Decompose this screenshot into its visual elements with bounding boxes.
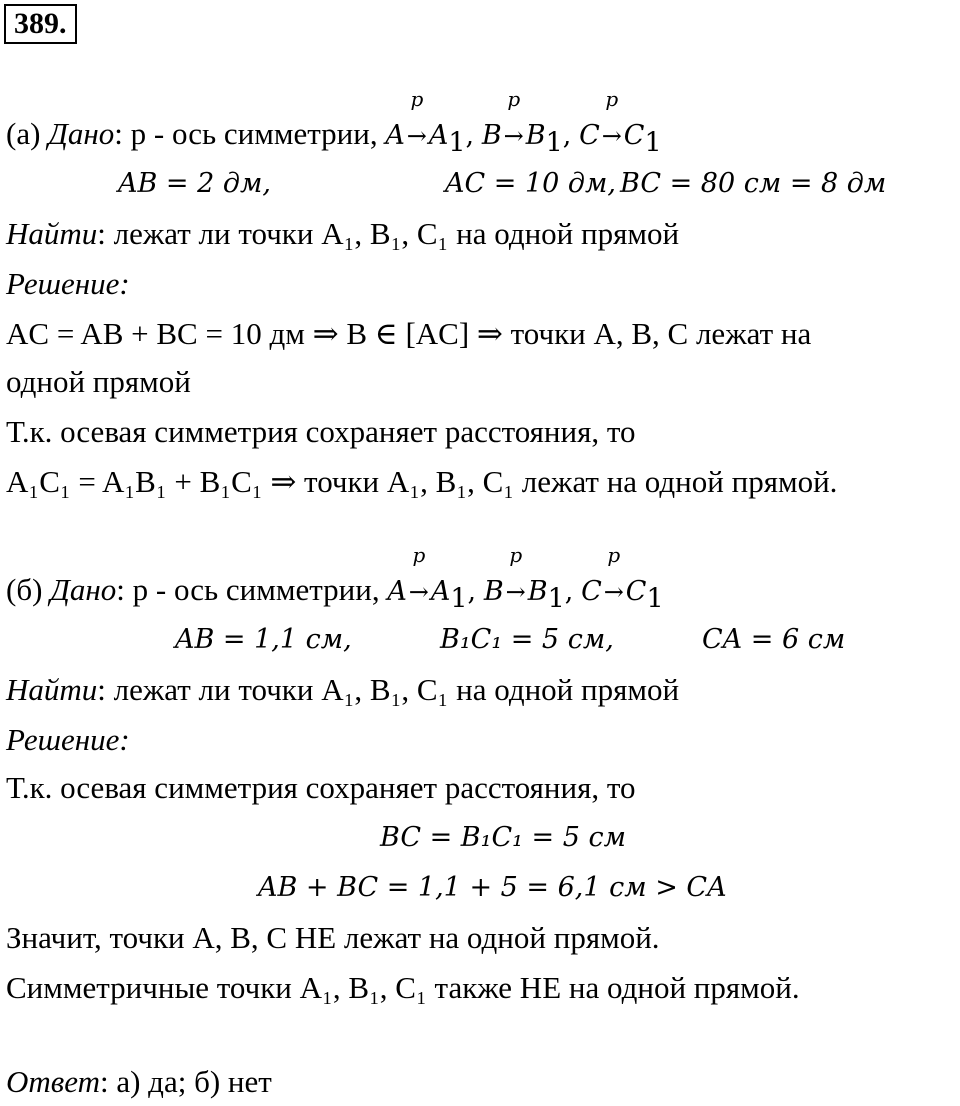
condition-bc: BC = 80 см = 8 дм — [620, 168, 887, 199]
part-b-solution-word: Решение: — [6, 722, 130, 757]
answer-text: а) да; б) нет — [116, 1064, 272, 1099]
find-text: лежат ли точки A₁, B₁, C₁ на одной прямой — [113, 216, 680, 251]
part-a-solution-line-4: A₁C₁ = A₁B₁ + B₁C₁ ⇒ точки A₁, B₁, C₁ лежат на одной прямой. — [6, 464, 838, 499]
condition-b1c1: B₁C₁ = 5 см, — [440, 624, 614, 655]
part-b-solution-line-3: Симметричные точки A₁, B₁, C₁ также НЕ на одной прямой. — [6, 970, 800, 1005]
find-word: Найти — [6, 672, 98, 707]
part-b-solution-line-1: Т.к. осевая симметрия сохраняет расстояния, то — [6, 770, 636, 805]
point-C: C — [579, 120, 600, 151]
point-A: A — [387, 576, 407, 607]
part-b-given-line: (б) Дано: p - ось симметрии, A p $\to A_1$, B p $\to B_1$, C p $\to C_1$ — [6, 543, 664, 615]
part-a-label: (а) — [6, 116, 41, 151]
given-word: Дано — [48, 116, 115, 151]
part-a-solution-line-3: Т.к. осевая симметрия сохраняет расстояния, то — [6, 414, 636, 449]
axis-text: p - ось симметрии, — [132, 572, 380, 607]
condition-ac: AC = 10 дм, — [445, 168, 616, 199]
point-C: C — [581, 576, 602, 607]
arrow-icon: p → — [505, 543, 526, 606]
arrow-icon: p → — [406, 87, 427, 150]
part-b-label: (б) — [6, 572, 43, 607]
point-A: A — [385, 120, 405, 151]
arrow-icon: p → — [408, 543, 429, 606]
part-a-given-line: (а) Дано: p - ось симметрии, A p $\to A_1$, B p $\to B_1$, C p $\to C_1$ — [6, 87, 662, 159]
arrow-icon: p → — [601, 87, 622, 150]
find-word: Найти — [6, 216, 98, 251]
point-B: B — [481, 120, 502, 151]
part-a-solution-word: Решение: — [6, 266, 130, 301]
given-word: Дано — [50, 572, 117, 607]
answer-line: Ответ: а) да; б) нет — [6, 1064, 272, 1099]
equation-2: AB + BC = 1,1 + 5 = 6,1 см > CA — [258, 872, 727, 903]
equation-1: BC = B₁C₁ = 5 см — [380, 822, 626, 853]
answer-word: Ответ — [6, 1064, 100, 1099]
condition-ab: AB = 2 дм, — [118, 168, 271, 199]
problem-number: 389. — [4, 4, 77, 44]
find-text: лежат ли точки A₁, B₁, C₁ на одной прямой — [113, 672, 680, 707]
condition-ab: AB = 1,1 см, — [175, 624, 352, 655]
arrow-icon: p → — [503, 87, 524, 150]
point-B: B — [483, 576, 504, 607]
axis-text: p - ось симметрии, — [130, 116, 378, 151]
arrow-icon: p → — [603, 543, 624, 606]
condition-ca: CA = 6 см — [702, 624, 846, 655]
part-b-find-line: Найти: лежат ли точки A₁, B₁, C₁ на одной прямой — [6, 672, 680, 707]
part-a-solution-line-2: одной прямой — [6, 364, 191, 399]
part-b-solution-line-2: Значит, точки A, B, C НЕ лежат на одной прямой. — [6, 920, 660, 955]
part-a-solution-line-1: AC = AB + BC = 10 дм ⇒ B ∈ [AC] ⇒ точки A, B, C лежат на — [6, 316, 812, 351]
part-a-find-line: Найти: лежат ли точки A₁, B₁, C₁ на одной прямой — [6, 216, 680, 251]
